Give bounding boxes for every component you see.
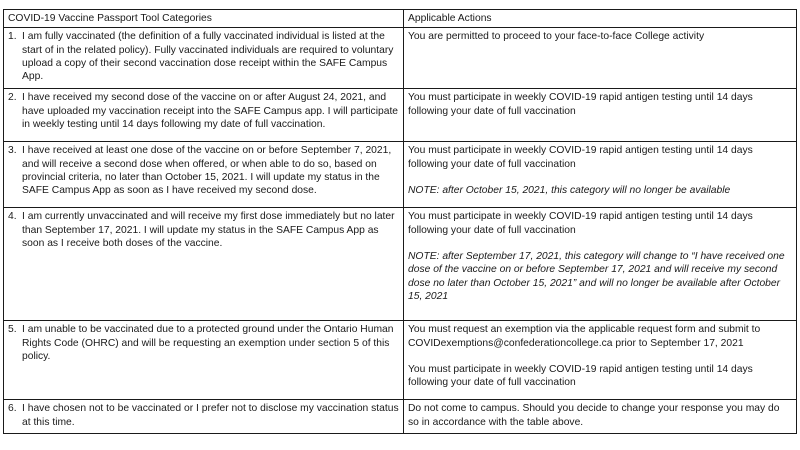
action-note: NOTE: after October 15, 2021, this category will no longer be available bbox=[408, 185, 731, 197]
action-text: You are permitted to proceed to your face-to-face College activity bbox=[408, 31, 705, 43]
category-text: I am unable to be vaccinated due to a protected ground under the Ontario Human Rights Code (OHRC) and will be requesting an exemption under section 5 of this policy. bbox=[22, 324, 394, 362]
category-cell bbox=[4, 321, 404, 400]
category-cell bbox=[4, 89, 404, 142]
action-cell bbox=[404, 400, 797, 434]
table-row bbox=[4, 89, 797, 142]
table-row bbox=[4, 321, 797, 400]
action-text: You must request an exemption via the applicable request form and submit to COVIDexemptions@confederationcollege.ca prior to September 17, 2021 bbox=[408, 324, 761, 349]
action-text: Do not come to campus. Should you decide to change your response you may do so in accordance with the table above. bbox=[408, 403, 780, 428]
action-text: You must participate in weekly COVID-19 rapid antigen testing until 14 days following your date of full vaccination bbox=[408, 145, 753, 170]
category-number: 2. bbox=[8, 92, 17, 104]
category-text: I have chosen not to be vaccinated or I prefer not to disclose my vaccination status at this time. bbox=[22, 403, 399, 428]
category-number: 4. bbox=[8, 211, 17, 223]
table-header-row bbox=[4, 10, 797, 28]
category-text: I am fully vaccinated (the definition of a fully vaccinated individual is listed at the start of in the related policy). Fully vaccinated individuals are required to voluntary upload a copy of their second vaccination dose receipt within the SAFE Campus App. bbox=[22, 31, 394, 83]
action-cell bbox=[404, 89, 797, 142]
category-number: 1. bbox=[8, 31, 17, 43]
table-row bbox=[4, 28, 797, 89]
header-categories: COVID-19 Vaccine Passport Tool Categories bbox=[4, 10, 404, 28]
action-cell bbox=[404, 142, 797, 208]
action-text-secondary: You must participate in weekly COVID-19 rapid antigen testing until 14 days following your date of full vaccination bbox=[408, 364, 753, 389]
category-number: 6. bbox=[8, 403, 17, 415]
action-note: NOTE: after September 17, 2021, this category will change to “I have received one dose of the vaccine on or before September 17, 2021 and will receive my second dose no later than October 15, 2021” and will no longer be available after October 15, 2021 bbox=[408, 251, 785, 303]
header-actions: Applicable Actions bbox=[404, 10, 797, 28]
category-cell bbox=[4, 400, 404, 434]
category-number: 5. bbox=[8, 324, 17, 336]
table-row bbox=[4, 208, 797, 321]
action-cell bbox=[404, 208, 797, 321]
category-number: 3. bbox=[8, 145, 17, 157]
table-row bbox=[4, 142, 797, 208]
category-cell bbox=[4, 142, 404, 208]
vaccine-categories-table bbox=[3, 9, 797, 434]
category-cell bbox=[4, 28, 404, 89]
action-cell bbox=[404, 321, 797, 400]
policy-document bbox=[3, 9, 796, 434]
action-text: You must participate in weekly COVID-19 rapid antigen testing until 14 days following your date of full vaccination bbox=[408, 92, 753, 117]
action-cell bbox=[404, 28, 797, 89]
table-row bbox=[4, 400, 797, 434]
category-text: I have received my second dose of the vaccine on or after August 24, 2021, and have uploaded my vaccination receipt into the SAFE Campus app. I will participate in weekly testing until 14 days following my date of full vaccination. bbox=[22, 92, 399, 130]
action-text: You must participate in weekly COVID-19 rapid antigen testing until 14 days following your date of full vaccination bbox=[408, 211, 753, 236]
category-text: I have received at least one dose of the vaccine on or before September 7, 2021, and will receive a second dose when offered, or when able to do so, based on provincial criteria, no later than October 15, 2021. I will update my status in the SAFE Campus App as soon as I have received my second dose. bbox=[22, 145, 392, 197]
category-text: I am currently unvaccinated and will receive my first dose immediately but no later than September 17, 2021. I will update my status in the SAFE Campus App as soon as I receive both doses of the vaccine. bbox=[22, 211, 395, 249]
category-cell bbox=[4, 208, 404, 321]
